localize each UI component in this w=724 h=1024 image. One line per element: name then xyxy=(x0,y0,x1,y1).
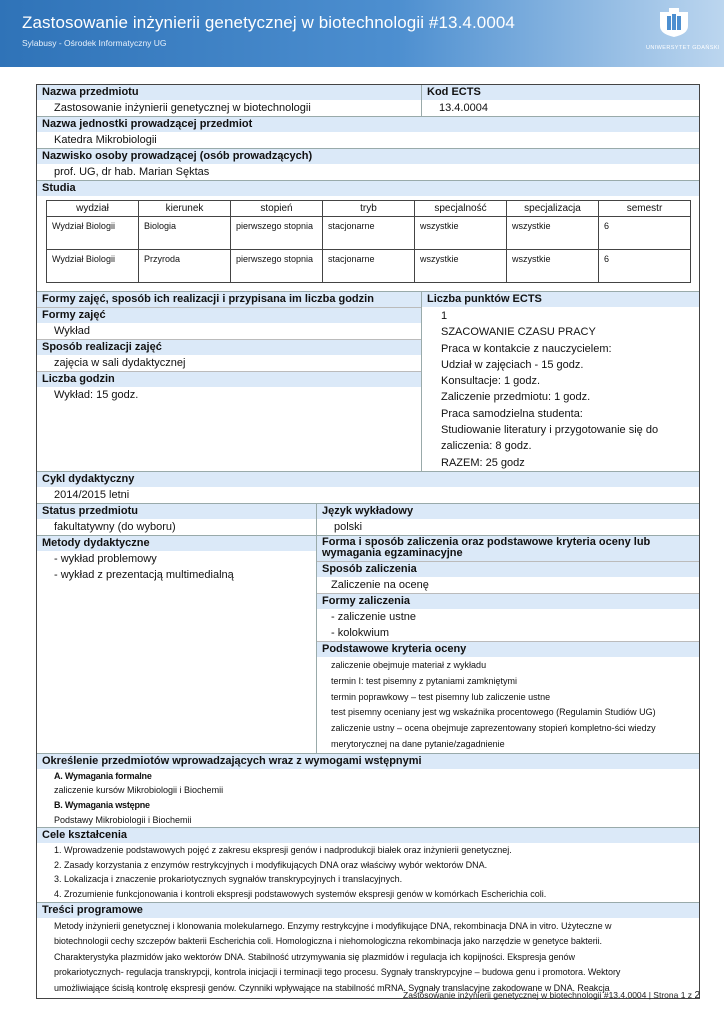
goals-row xyxy=(37,827,699,901)
assessment-method-value: Zaliczenie na ocenę xyxy=(331,578,429,591)
ects-code: 13.4.0004 xyxy=(439,102,488,114)
methods-item: - wykład problemowy xyxy=(54,552,157,565)
table-cell: stacjonarne xyxy=(323,250,415,283)
ects-line: Konsultacje: 1 godz. xyxy=(441,375,541,388)
goal-item: 3. Lokalizacja i znaczenie prokariotycznych sygnałów transkrypcyjnych i translacyjnych. xyxy=(54,874,403,885)
lecturer-value: prof. UG, dr hab. Marian Sęktas xyxy=(54,166,210,178)
forms-value: Wykład xyxy=(54,325,90,337)
studies-label: Studia xyxy=(37,181,699,196)
methods-item: - wykład z prezentacją multimedialną xyxy=(54,568,234,581)
table-cell: wszystkie xyxy=(415,217,507,250)
university-emblem-icon xyxy=(654,6,694,38)
ects-line: Udział w zajęciach - 15 godz. xyxy=(441,358,584,371)
ects-line: SZACOWANIE CZASU PRACY xyxy=(441,326,596,339)
course-name: Zastosowanie inżynierii genetycznej w biotechnologii xyxy=(54,102,311,114)
ects-line: Studiowanie literatury i przygotowanie się do xyxy=(441,424,659,437)
page-header xyxy=(0,0,724,67)
hours-label: Liczba godzin xyxy=(37,371,421,387)
criteria-line: termin poprawkowy – test pisemny lub zaliczenie ustne xyxy=(331,691,551,702)
ects-line: Praca w kontakcie z nauczycielem: xyxy=(441,342,612,355)
cycle-value: 2014/2015 letni xyxy=(54,488,130,501)
goals-label: Cele kształcenia xyxy=(37,828,699,843)
assessment-method-label: Sposób zaliczenia xyxy=(317,561,699,577)
table-cell: 6 xyxy=(599,217,691,250)
ects-code-label: Kod ECTS xyxy=(422,85,699,100)
studies-header: semestr xyxy=(599,201,691,217)
studies-header: tryb xyxy=(323,201,415,217)
table-cell: wszystkie xyxy=(507,250,599,283)
forms-ects-row xyxy=(37,291,699,471)
table-cell: stacjonarne xyxy=(323,217,415,250)
goal-item: 4. Zrozumienie funkcjonowania i kontroli ekspresji podstawowych systemów ekspresji genów w komórkach Escherichia coli. xyxy=(54,888,547,899)
content-label: Treści programowe xyxy=(37,903,699,918)
initial-requirements-label: B. Wymagania wstępne xyxy=(54,799,150,810)
assessment-forms-item: - kolokwium xyxy=(331,626,390,639)
studies-header: kierunek xyxy=(139,201,231,217)
methods-label: Metody dydaktyczne xyxy=(37,536,316,551)
ects-line: Praca samodzielna studenta: xyxy=(441,407,583,420)
content-line: biotechnologii cechy szczepów bakterii Escherichia coli. Homologiczna i niehomologiczna rekombinacja jako narzędzie w genetyce bakterii. xyxy=(54,936,602,947)
status-language-row xyxy=(37,503,699,535)
studies-header-row xyxy=(47,201,691,217)
status-value: fakultatywny (do wyboru) xyxy=(54,520,176,533)
unit-label: Nazwa jednostki prowadzącej przedmiot xyxy=(37,117,699,132)
lecturer-label: Nazwisko osoby prowadzącej (osób prowadzących) xyxy=(37,149,699,164)
ects-line: RAZEM: 25 godz xyxy=(441,456,525,469)
course-name-label: Nazwa przedmiotu xyxy=(37,85,421,100)
assessment-label: Forma i sposób zaliczenia oraz podstawowe kryteria oceny lub wymagania egzaminacyjne xyxy=(317,536,699,561)
content-row xyxy=(37,902,699,999)
course-name-row xyxy=(37,85,699,116)
table-cell: pierwszego stopnia xyxy=(231,217,323,250)
content-line: umożliwiające ścisłą kontrolę ekspresji genów. Czynniki wpływające na stabilność mRNA. Sygnały translacyjne zakodowane w DNA. Reakcja xyxy=(54,982,610,993)
table-cell: Wydział Biologii xyxy=(47,250,139,283)
content-line: prokariotycznych- regulacja transkrypcji, kontrola inicjacji i terminacji tego procesu. Sygnały transkrypcyjne – budowa genu i promotora. Wektory xyxy=(54,967,621,978)
syllabus-document xyxy=(36,84,700,999)
footer-total-pages: 2 xyxy=(694,990,700,1001)
table-cell: Biologia xyxy=(139,217,231,250)
ects-line: Zaliczenie przedmiotu: 1 godz. xyxy=(441,391,591,404)
unit-value: Katedra Mikrobiologii xyxy=(54,134,157,146)
forms-section-label: Formy zajęć, sposób ich realizacji i przypisana im liczba godzin xyxy=(37,292,421,307)
table-cell: Wydział Biologii xyxy=(47,217,139,250)
language-value: polski xyxy=(334,520,363,533)
content-line: Charakterystyka plazmidów jako wektorów DNA. Stabilność utrzymywania się plazmidów i regulacja ich kopijności. Ekspresja genów xyxy=(54,951,575,962)
method-label: Sposób realizacji zajęć xyxy=(37,339,421,355)
goal-item: 1. Wprowadzenie podstawowych pojęć z zakresu ekspresji genów i nadprodukcji białek oraz inżynierii genetycznej. xyxy=(54,845,512,856)
studies-header: stopień xyxy=(231,201,323,217)
initial-requirements-value: Podstawy Mikrobiologii i Biochemii xyxy=(54,814,192,825)
criteria-line: test pisemny oceniany jest wg wskaźnika procentowego (Regulamin Studiów UG) xyxy=(331,707,656,718)
table-cell: Przyroda xyxy=(139,250,231,283)
formal-requirements-value: zaliczenie kursów Mikrobiologii i Biochemii xyxy=(54,785,224,796)
content-line: Metody inżynierii genetycznej i klonowania molekularnego. Enzymy restrykcyjne i modyfikujące DNA, rekombinacja DNA in vitro. Użyteczne w xyxy=(54,920,612,931)
hours-value: Wykład: 15 godz. xyxy=(54,389,139,401)
formal-requirements-label: A. Wymagania formalne xyxy=(54,770,152,781)
ects-line: 1 xyxy=(441,310,448,322)
studies-header: specjalizacja xyxy=(507,201,599,217)
table-cell: pierwszego stopnia xyxy=(231,250,323,283)
criteria-line: zaliczenie ustny – ocena obejmuje zaprezentowany stopień kompletno-ści wiedzy xyxy=(331,723,656,734)
page-footer xyxy=(403,990,700,1001)
criteria-label: Podstawowe kryteria oceny xyxy=(317,641,699,657)
forms-label: Formy zajęć xyxy=(37,307,421,323)
footer-text: Zastosowanie inżynierii genetycznej w biotechnologii #13.4.0004 | Strona 1 z xyxy=(403,990,693,1000)
language-label: Język wykładowy xyxy=(317,504,699,519)
studies-header: specjalność xyxy=(415,201,507,217)
page-subtitle: Sylabusy - Ośrodek Informatyczny UG xyxy=(22,38,167,48)
studies-header: wydział xyxy=(47,201,139,217)
goal-item: 2. Zasady korzystania z enzymów restrykcyjnych i modyfikujących DNA oraz właściwy wybór wektorów DNA. xyxy=(54,859,488,870)
ects-points-label: Liczba punktów ECTS xyxy=(422,292,699,307)
table-cell: 6 xyxy=(599,250,691,283)
university-name: UNIWERSYTET GDAŃSKI xyxy=(646,45,720,51)
method-value: zajęcia w sali dydaktycznej xyxy=(54,357,186,369)
studies-table xyxy=(46,200,691,283)
methods-assessment-row xyxy=(37,535,699,753)
assessment-forms-label: Formy zaliczenia xyxy=(317,593,699,609)
table-cell: wszystkie xyxy=(415,250,507,283)
table-cell: wszystkie xyxy=(507,217,599,250)
criteria-line: merytorycznej na dane pytanie/zagadnienie xyxy=(331,738,505,749)
status-label: Status przedmiotu xyxy=(37,504,316,519)
unit-row xyxy=(37,116,699,148)
criteria-list xyxy=(317,657,699,753)
criteria-line: zaliczenie obejmuje materiał z wykładu xyxy=(331,659,487,670)
studies-row xyxy=(37,180,699,283)
ects-details xyxy=(422,307,699,471)
ects-line: zaliczenia: 8 godz. xyxy=(441,440,532,453)
prerequisites-row xyxy=(37,753,699,827)
assessment-forms-item: - zaliczenie ustne xyxy=(331,610,416,623)
page-title: Zastosowanie inżynierii genetycznej w biotechnologii #13.4.0004 xyxy=(22,13,515,32)
cycle-row xyxy=(37,471,699,503)
lecturer-row xyxy=(37,148,699,180)
criteria-line: termin I: test pisemny z pytaniami zamkniętymi xyxy=(331,675,518,686)
university-logo xyxy=(646,6,720,54)
table-row xyxy=(47,217,691,250)
table-row xyxy=(47,250,691,283)
prerequisites-label: Określenie przedmiotów wprowadzających wraz z wymogami wstępnymi xyxy=(37,754,699,769)
cycle-label: Cykl dydaktyczny xyxy=(37,472,699,487)
